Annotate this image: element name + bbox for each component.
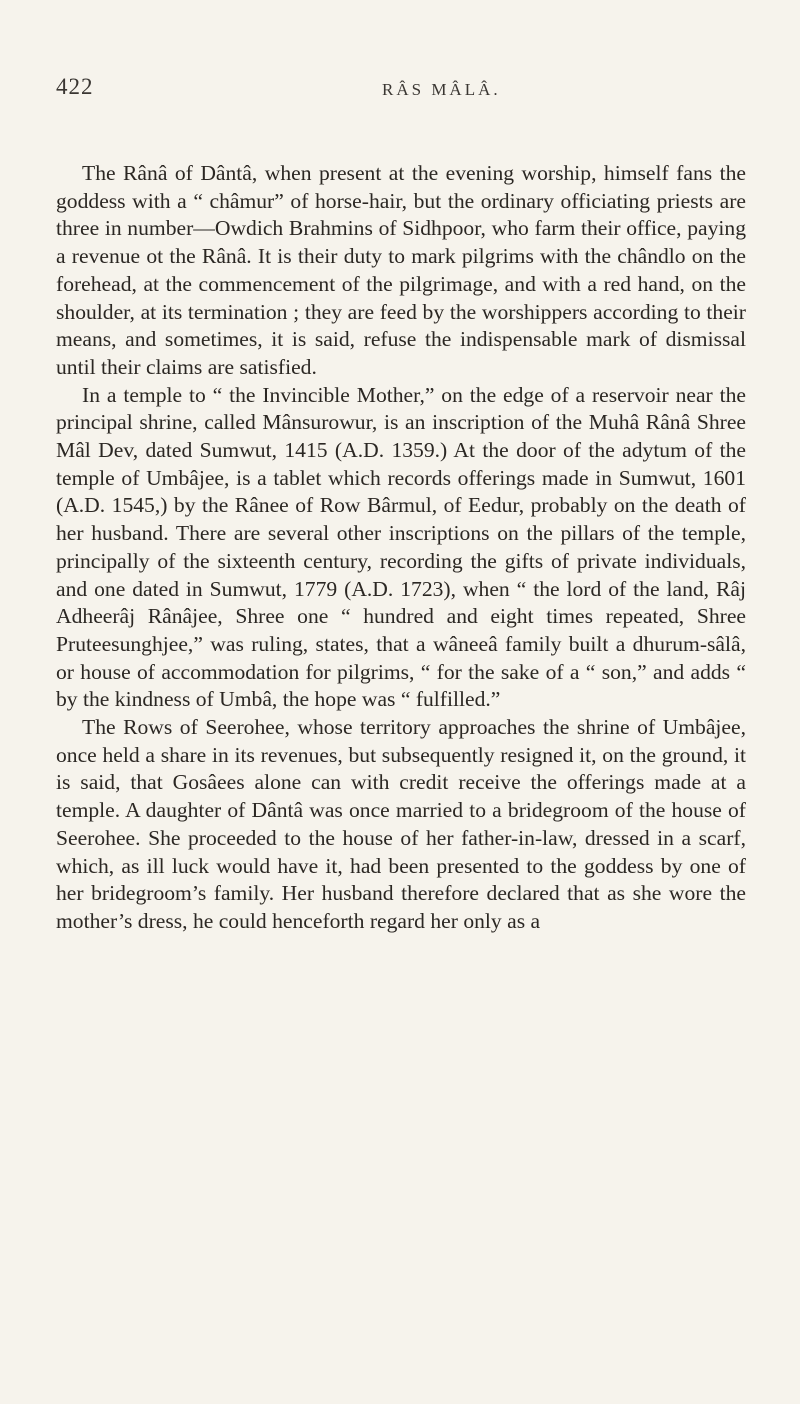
- paragraph: The Rânâ of Dântâ, when present at the evening worship, himself fans the goddess with a “ châmur” of horse-hair, but the ordinary officiating priests are three in number—Owdich Brahmins of Sidhpoor, who farm their office, paying a revenue ot the Rânâ. It is their duty to mark pilgrims with the chândlo on the forehead, at the commencement of the pilgrimage, and with a red hand, on the shoulder, at its termination ; they are feed by the worshippers according to their means, and sometimes, it is said, refuse the indispensable mark of dismissal until their claims are satisfied.: [56, 161, 746, 379]
- paragraph: The Rows of Seerohee, whose territory approaches the shrine of Umbâjee, once held a share in its revenues, but subsequently resigned it, on the ground, it is said, that Gosâees alone can with credit receive the offerings made at a temple. A daughter of Dântâ was once married to a bridegroom of the house of Seerohee. She proceeded to the house of her father-in-law, dressed in a scarf, which, as ill luck would have it, had been presented to the goddess by one of her bridegroom’s family. Her husband therefore declared that as she wore the mother’s dress, he could henceforth regard her only as a: [56, 715, 746, 933]
- running-title: RÂS MÂLÂ.: [382, 80, 501, 99]
- page-number: 422: [56, 74, 94, 99]
- body-text: [56, 160, 746, 936]
- paragraph: In a temple to “ the Invincible Mother,” on the edge of a reservoir near the principal shrine, called Mânsurowur, is an inscription of the Muhâ Rânâ Shree Mâl Dev, dated Sumwut, 1415 (A.D. 1359.) At the door of the adytum of the temple of Umbâjee, is a tablet which records offerings made in Sumwut, 1601 (A.D. 1545,) by the Rânee of Row Bârmul, of Eedur, probably on the death of her husband. There are several other inscriptions on the pillars of the temple, principally of the sixteenth century, recording the gifts of private individuals, and one dated in Sumwut, 1779 (A.D. 1723), when “ the lord of the land, Râj Adheerâj Rânâjee, Shree one “ hundred and eight times repeated, Shree Pruteesunghjee,” was ruling, states, that a wâneeâ family built a dhurum-sâlâ, or house of accommodation for pilgrims, “ for the sake of a “ son,” and adds “ by the kindness of Umbâ, the hope was “ fulfilled.”: [56, 382, 746, 712]
- running-head: [0, 74, 800, 114]
